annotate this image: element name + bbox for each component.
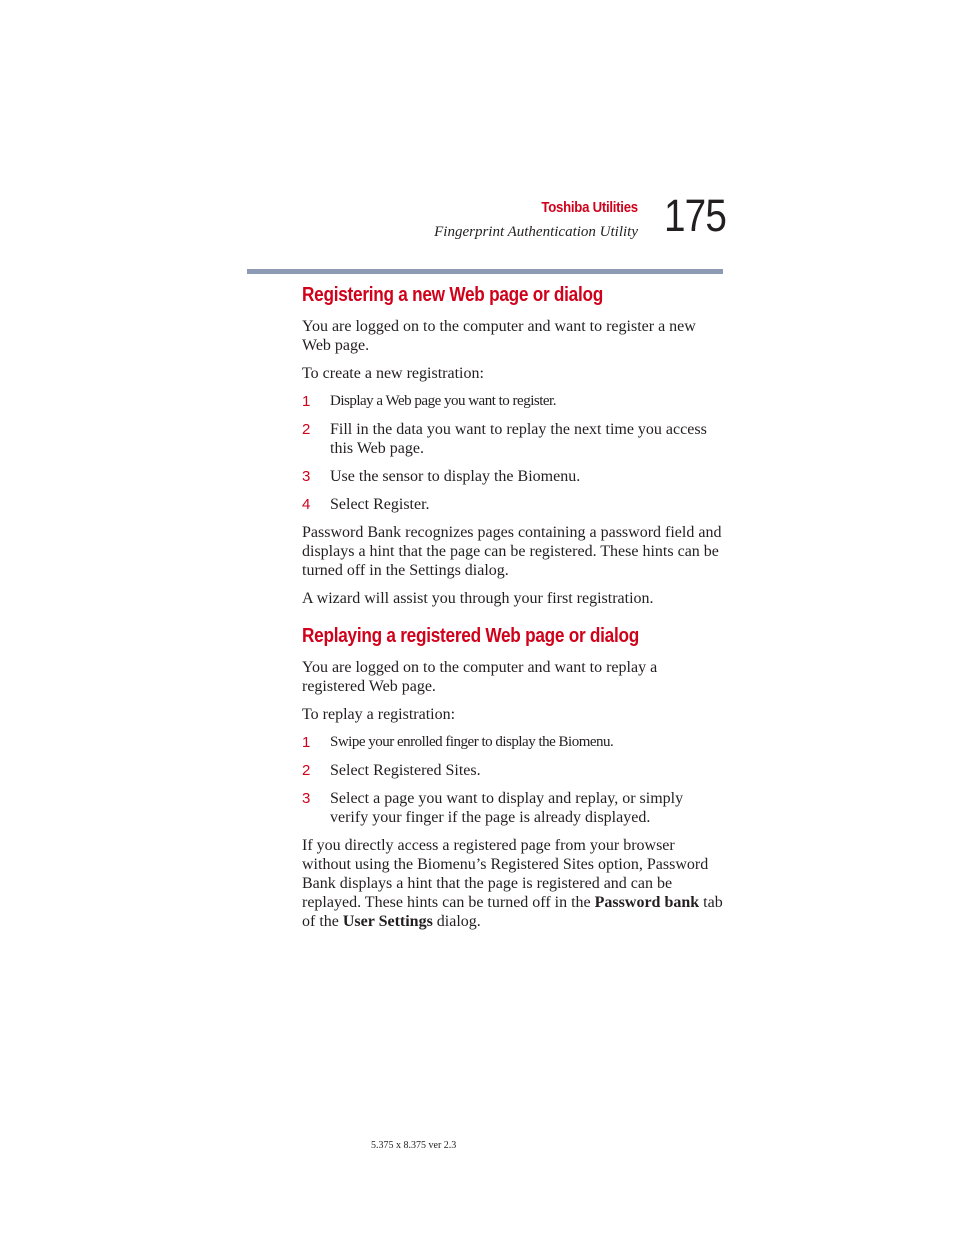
header-subsection-title: Fingerprint Authentication Utility (434, 224, 638, 240)
step-text: Swipe your enrolled finger to display the Biomenu. (330, 734, 614, 750)
step-text: Display a Web page you want to register. (330, 393, 556, 409)
register-intro: You are logged on to the computer and want to register a new Web page. (302, 318, 696, 354)
footer-version: 5.375 x 8.375 ver 2.3 (371, 1140, 457, 1151)
header-rule (247, 269, 723, 274)
replay-lead: To replay a registration: (302, 706, 456, 723)
list-item (302, 392, 724, 411)
running-header (434, 197, 638, 245)
step-text: Use the sensor to display the Biomenu. (330, 468, 581, 485)
step-number: 1 (302, 734, 311, 751)
page-content (302, 281, 724, 931)
replay-closing (302, 836, 724, 931)
register-heading: Registering a new Web page or dialog (302, 284, 604, 306)
list-item (302, 420, 724, 458)
step-number: 1 (302, 393, 311, 410)
list-item (302, 761, 724, 780)
step-number: 3 (302, 790, 311, 807)
step-number: 3 (302, 468, 311, 485)
closing-text-2: tab of the (302, 894, 723, 930)
step-text: Select a page you want to display and replay, or simply verify your finger if the page is already displayed. (330, 790, 684, 826)
step-text: Select Register. (330, 496, 430, 513)
step-text: Fill in the data you want to replay the next time you access this Web page. (330, 421, 707, 457)
replay-heading: Replaying a registered Web page or dialog (302, 625, 640, 647)
page-number: 175 (664, 190, 727, 241)
register-steps (302, 392, 724, 514)
register-wizard: A wizard will assist you through your first registration. (302, 590, 654, 607)
header-section-title: Toshiba Utilities (541, 199, 638, 216)
closing-bold-password-bank: Password bank (594, 894, 700, 911)
replay-intro: You are logged on to the computer and want to replay a registered Web page. (302, 659, 658, 695)
step-number: 2 (302, 762, 311, 779)
step-text: Select Registered Sites. (330, 762, 481, 779)
list-item (302, 789, 724, 827)
list-item (302, 495, 724, 514)
replay-steps (302, 733, 724, 827)
list-item (302, 467, 724, 486)
closing-text-3: dialog. (432, 913, 481, 930)
closing-text-1: If you directly access a registered page from your browser without using the Biomenu’s Registered Sites option, Password Bank displays a hint that the page is registered and can be replayed. These hints can be turned off in the (302, 837, 709, 911)
list-item (302, 733, 724, 752)
step-number: 4 (302, 496, 311, 513)
register-note: Password Bank recognizes pages containing a password field and displays a hint that the page can be registered. These hints can be turned off in the Settings dialog. (302, 524, 722, 579)
step-number: 2 (302, 421, 311, 438)
closing-bold-user-settings: User Settings (342, 913, 433, 930)
register-lead: To create a new registration: (302, 365, 484, 382)
